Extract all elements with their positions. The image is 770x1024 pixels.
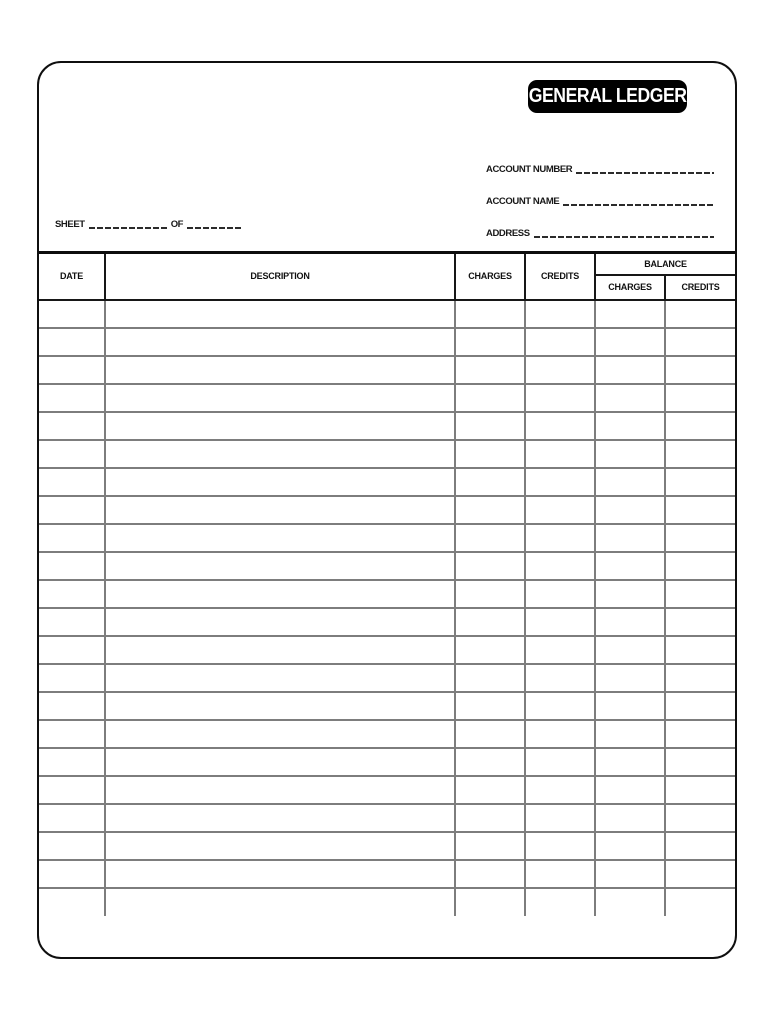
ledger-cell[interactable] [525, 384, 595, 412]
ledger-cell[interactable] [525, 692, 595, 720]
ledger-cell[interactable] [665, 776, 735, 804]
ledger-cell[interactable] [455, 328, 525, 356]
ledger-cell[interactable] [595, 468, 665, 496]
ledger-cell[interactable] [39, 384, 105, 412]
ledger-cell[interactable] [665, 384, 735, 412]
ledger-cell[interactable] [665, 356, 735, 384]
ledger-cell[interactable] [455, 468, 525, 496]
ledger-cell[interactable] [455, 804, 525, 832]
ledger-cell[interactable] [595, 384, 665, 412]
account-number-label: ACCOUNT NUMBER [486, 164, 573, 175]
ledger-cell[interactable] [39, 776, 105, 804]
ledger-cell[interactable] [595, 496, 665, 524]
balance-group-header: BALANCE [595, 253, 735, 275]
ledger-cell[interactable] [665, 552, 735, 580]
ledger-cell[interactable] [665, 720, 735, 748]
ledger-row [39, 440, 735, 468]
ledger-row [39, 664, 735, 692]
ledger-cell[interactable] [525, 300, 595, 328]
ledger-cell[interactable] [665, 748, 735, 776]
account-number-line[interactable] [576, 172, 714, 174]
address-label: ADDRESS [486, 228, 530, 239]
ledger-cell[interactable] [665, 860, 735, 888]
address-line[interactable] [534, 236, 714, 238]
account-number-row [486, 143, 714, 175]
balance-charges-column-header: CHARGES [595, 275, 665, 300]
ledger-row [39, 468, 735, 496]
ledger-cell[interactable] [455, 412, 525, 440]
sheet-of-label: OF [170, 219, 184, 230]
balance-credits-column-header: CREDITS [665, 275, 735, 300]
ledger-body [39, 300, 735, 916]
ledger-row [39, 356, 735, 384]
ledger-row [39, 524, 735, 552]
ledger-cell[interactable] [665, 300, 735, 328]
ledger-cell[interactable] [105, 636, 455, 664]
title-badge [528, 80, 687, 113]
ledger-cell[interactable] [39, 804, 105, 832]
ledger-cell[interactable] [39, 692, 105, 720]
ledger-cell[interactable] [39, 664, 105, 692]
ledger-cell[interactable] [665, 608, 735, 636]
ledger-cell[interactable] [455, 720, 525, 748]
ledger-row [39, 776, 735, 804]
ledger-cell[interactable] [39, 468, 105, 496]
description-column-header: DESCRIPTION [105, 253, 455, 300]
ledger-cell[interactable] [105, 524, 455, 552]
ledger-cell[interactable] [39, 888, 105, 916]
ledger-cell[interactable] [105, 776, 455, 804]
ledger-row [39, 720, 735, 748]
ledger-cell[interactable] [105, 300, 455, 328]
ledger-cell[interactable] [39, 440, 105, 468]
ledger-row [39, 636, 735, 664]
ledger-cell[interactable] [105, 580, 455, 608]
ledger-cell[interactable] [525, 720, 595, 748]
ledger-cell[interactable] [105, 832, 455, 860]
ledger-cell[interactable] [105, 692, 455, 720]
ledger-cell[interactable] [595, 300, 665, 328]
ledger-cell[interactable] [105, 496, 455, 524]
ledger-cell[interactable] [595, 804, 665, 832]
ledger-cell[interactable] [455, 300, 525, 328]
ledger-cell[interactable] [525, 552, 595, 580]
page-title: GENERAL LEDGER [528, 85, 687, 107]
ledger-cell[interactable] [39, 524, 105, 552]
ledger-cell[interactable] [595, 608, 665, 636]
ledger-cell[interactable] [525, 328, 595, 356]
ledger-row [39, 860, 735, 888]
ledger-cell[interactable] [525, 412, 595, 440]
ledger-cell[interactable] [105, 720, 455, 748]
ledger-cell[interactable] [665, 468, 735, 496]
address-row [486, 207, 714, 239]
ledger-cell[interactable] [105, 468, 455, 496]
ledger-row [39, 692, 735, 720]
ledger-cell[interactable] [665, 664, 735, 692]
ledger-cell[interactable] [665, 580, 735, 608]
ledger-cell[interactable] [595, 720, 665, 748]
ledger-cell[interactable] [105, 328, 455, 356]
sheet-number-line[interactable] [89, 227, 169, 229]
ledger-cell[interactable] [455, 860, 525, 888]
ledger-cell[interactable] [525, 580, 595, 608]
ledger-cell[interactable] [105, 748, 455, 776]
ledger-cell[interactable] [39, 552, 105, 580]
ledger-form [37, 61, 737, 959]
sheet-total-line[interactable] [187, 227, 241, 229]
ledger-cell[interactable] [525, 636, 595, 664]
ledger-cell[interactable] [525, 440, 595, 468]
sheet-label: SHEET [55, 219, 85, 230]
ledger-row [39, 748, 735, 776]
ledger-row [39, 888, 735, 916]
ledger-cell[interactable] [455, 524, 525, 552]
ledger-cell[interactable] [595, 636, 665, 664]
ledger-cell[interactable] [595, 888, 665, 916]
ledger-cell[interactable] [595, 580, 665, 608]
ledger-cell[interactable] [595, 748, 665, 776]
credits-column-header: CREDITS [525, 253, 595, 300]
ledger-cell[interactable] [665, 496, 735, 524]
account-name-label: ACCOUNT NAME [486, 196, 560, 207]
ledger-row [39, 608, 735, 636]
ledger-row [39, 804, 735, 832]
ledger-cell[interactable] [595, 832, 665, 860]
ledger-cell[interactable] [525, 468, 595, 496]
ledger-cell[interactable] [525, 664, 595, 692]
ledger-cell[interactable] [525, 888, 595, 916]
ledger-cell[interactable] [105, 384, 455, 412]
ledger-cell[interactable] [105, 664, 455, 692]
charges-column-header: CHARGES [455, 253, 525, 300]
ledger-cell[interactable] [665, 888, 735, 916]
ledger-cell[interactable] [525, 356, 595, 384]
ledger-cell[interactable] [455, 888, 525, 916]
ledger-cell[interactable] [595, 860, 665, 888]
ledger-cell[interactable] [595, 356, 665, 384]
ledger-cell[interactable] [455, 384, 525, 412]
ledger-cell[interactable] [455, 356, 525, 384]
ledger-cell[interactable] [525, 496, 595, 524]
ledger-cell[interactable] [455, 552, 525, 580]
ledger-cell[interactable] [39, 636, 105, 664]
ledger-cell[interactable] [105, 888, 455, 916]
ledger-cell[interactable] [665, 440, 735, 468]
ledger-cell[interactable] [665, 832, 735, 860]
ledger-cell[interactable] [39, 860, 105, 888]
ledger-cell[interactable] [105, 412, 455, 440]
ledger-row [39, 552, 735, 580]
ledger-table-head [39, 253, 735, 300]
ledger-cell[interactable] [595, 776, 665, 804]
ledger-cell[interactable] [525, 748, 595, 776]
ledger-cell[interactable] [595, 440, 665, 468]
ledger-cell[interactable] [39, 580, 105, 608]
ledger-cell[interactable] [665, 804, 735, 832]
ledger-cell[interactable] [39, 356, 105, 384]
ledger-cell[interactable] [455, 608, 525, 636]
ledger-cell[interactable] [525, 860, 595, 888]
ledger-cell[interactable] [525, 608, 595, 636]
ledger-row [39, 496, 735, 524]
ledger-row [39, 832, 735, 860]
ledger-cell[interactable] [455, 832, 525, 860]
ledger-table [39, 251, 735, 916]
ledger-cell[interactable] [39, 328, 105, 356]
ledger-cell[interactable] [39, 720, 105, 748]
ledger-cell[interactable] [105, 860, 455, 888]
ledger-cell[interactable] [39, 748, 105, 776]
date-column-header: DATE [39, 253, 105, 300]
ledger-cell[interactable] [39, 496, 105, 524]
ledger-cell[interactable] [455, 440, 525, 468]
ledger-cell[interactable] [105, 440, 455, 468]
ledger-cell[interactable] [665, 524, 735, 552]
ledger-row [39, 300, 735, 328]
ledger-cell[interactable] [525, 832, 595, 860]
ledger-cell[interactable] [595, 664, 665, 692]
ledger-row [39, 580, 735, 608]
ledger-cell[interactable] [665, 328, 735, 356]
ledger-cell[interactable] [455, 748, 525, 776]
ledger-cell[interactable] [525, 804, 595, 832]
ledger-cell[interactable] [455, 692, 525, 720]
account-name-line[interactable] [563, 204, 714, 206]
account-fields [486, 143, 714, 239]
ledger-cell[interactable] [39, 300, 105, 328]
ledger-cell[interactable] [455, 664, 525, 692]
ledger-cell[interactable] [455, 636, 525, 664]
ledger-cell[interactable] [665, 636, 735, 664]
ledger-row [39, 384, 735, 412]
ledger-cell[interactable] [105, 356, 455, 384]
ledger-cell[interactable] [665, 412, 735, 440]
ledger-cell[interactable] [105, 608, 455, 636]
form-header-area [39, 63, 735, 251]
ledger-cell[interactable] [105, 804, 455, 832]
ledger-cell[interactable] [525, 524, 595, 552]
ledger-cell[interactable] [595, 524, 665, 552]
ledger-cell[interactable] [455, 776, 525, 804]
ledger-cell[interactable] [105, 552, 455, 580]
ledger-cell[interactable] [595, 692, 665, 720]
ledger-cell[interactable] [39, 412, 105, 440]
ledger-cell[interactable] [39, 832, 105, 860]
account-name-row [486, 175, 714, 207]
ledger-cell[interactable] [525, 776, 595, 804]
header-row-1 [39, 253, 735, 275]
sheet-row [53, 219, 233, 230]
ledger-cell[interactable] [595, 328, 665, 356]
ledger-cell[interactable] [455, 496, 525, 524]
ledger-row [39, 412, 735, 440]
ledger-cell[interactable] [665, 692, 735, 720]
ledger-cell[interactable] [595, 412, 665, 440]
ledger-row [39, 328, 735, 356]
ledger-cell[interactable] [595, 552, 665, 580]
ledger-cell[interactable] [39, 608, 105, 636]
ledger-cell[interactable] [455, 580, 525, 608]
